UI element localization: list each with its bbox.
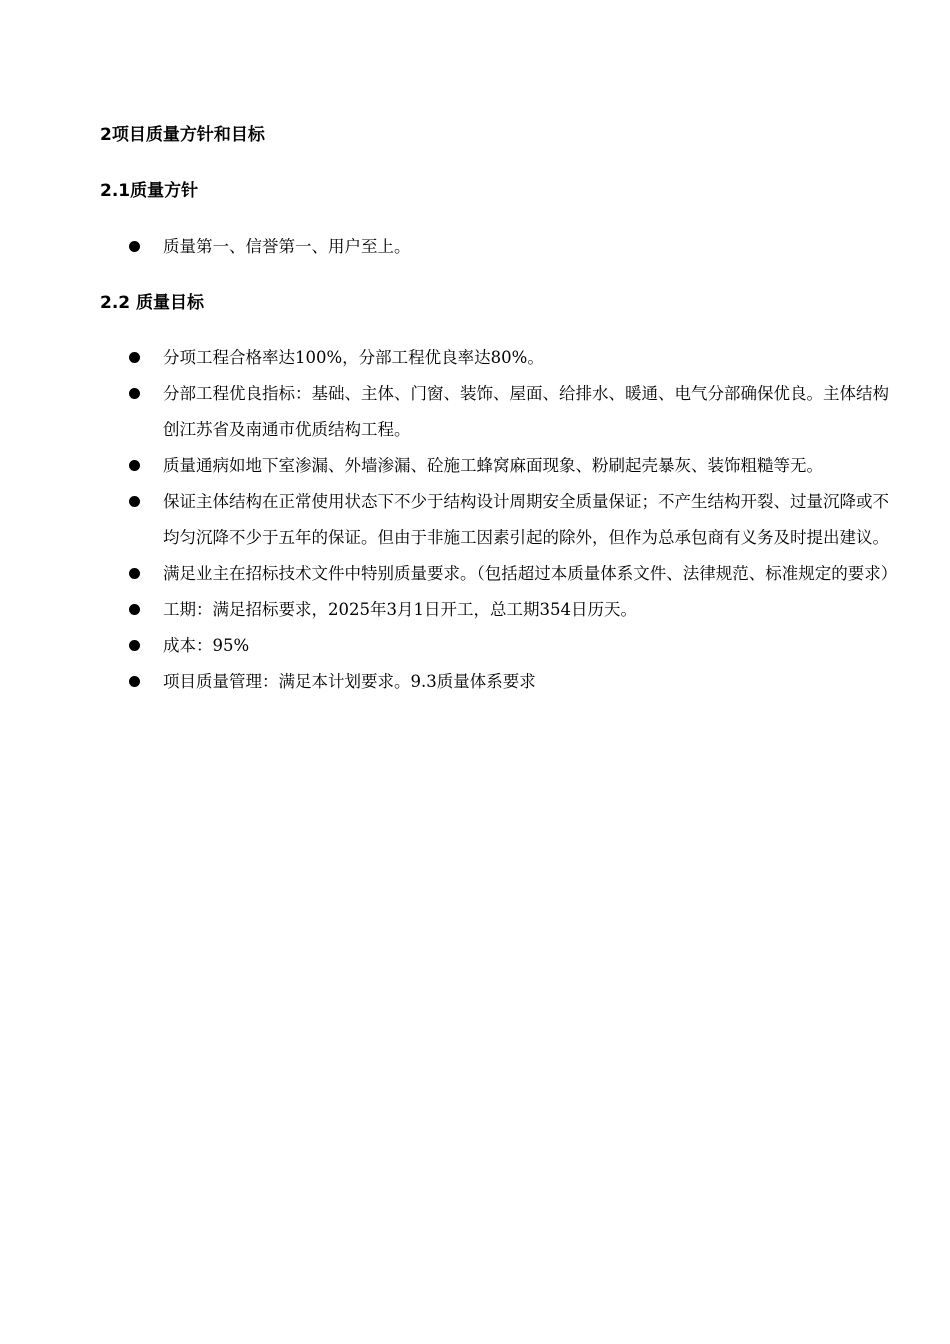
list-item-text: 满足业主在招标技术文件中特别质量要求。（包括超过本质量体系文件、法律规范、标准规定的要求） [163,564,898,583]
list-item [0,664,889,700]
bullet-dot-icon [129,604,140,615]
list-item [0,448,889,484]
list-item-text: 分部工程优良指标：基础、主体、门窗、装饰、屋面、给排水、暖通、电气分部确保优良。主体结构创江苏省及南通市优质结构工程。 [163,384,889,439]
bullet-dot-icon [129,460,140,471]
quality-goals-list [0,340,950,700]
list-item [0,556,898,592]
bullet-dot-icon [129,640,140,651]
list-item [0,376,889,448]
list-item-text: 工期：满足招标要求，2025年3月1日开工，总工期354日历天。 [163,600,637,619]
quality-policy-list [0,229,950,265]
bullet-dot-icon [129,496,140,507]
list-item-text: 保证主体结构在正常使用状态下不少于结构设计周期安全质量保证；不产生结构开裂、过量沉降或不均匀沉降不少于五年的保证。但由于非施工因素引起的除外，但作为总承包商有义务及时提出建议。 [163,492,889,547]
bullet-dot-icon [129,388,140,399]
list-item-text: 成本：95% [163,636,250,655]
list-item-text: 项目质量管理：满足本计划要求。9.3质量体系要求 [163,672,536,691]
list-item-text: 质量第一、信誉第一、用户至上。 [163,237,411,256]
list-item [0,592,889,628]
list-item [0,484,889,556]
list-item [0,340,889,376]
bullet-dot-icon [129,352,140,363]
bullet-dot-icon [129,676,140,687]
bullet-dot-icon [129,568,140,579]
list-item-text: 质量通病如地下室渗漏、外墙渗漏、砼施工蜂窝麻面现象、粉刷起壳暴灰、装饰粗糙等无。 [163,456,823,475]
main-heading: 2项目质量方针和目标 [100,125,265,145]
list-item [0,229,889,265]
bullet-dot-icon [129,241,140,252]
section-heading-quality-policy: 2.1质量方针 [100,181,199,201]
section-heading-quality-goals: 2.2 质量目标 [100,293,205,313]
list-item [0,628,889,664]
list-item-text: 分项工程合格率达100%，分部工程优良率达80%。 [163,348,544,367]
